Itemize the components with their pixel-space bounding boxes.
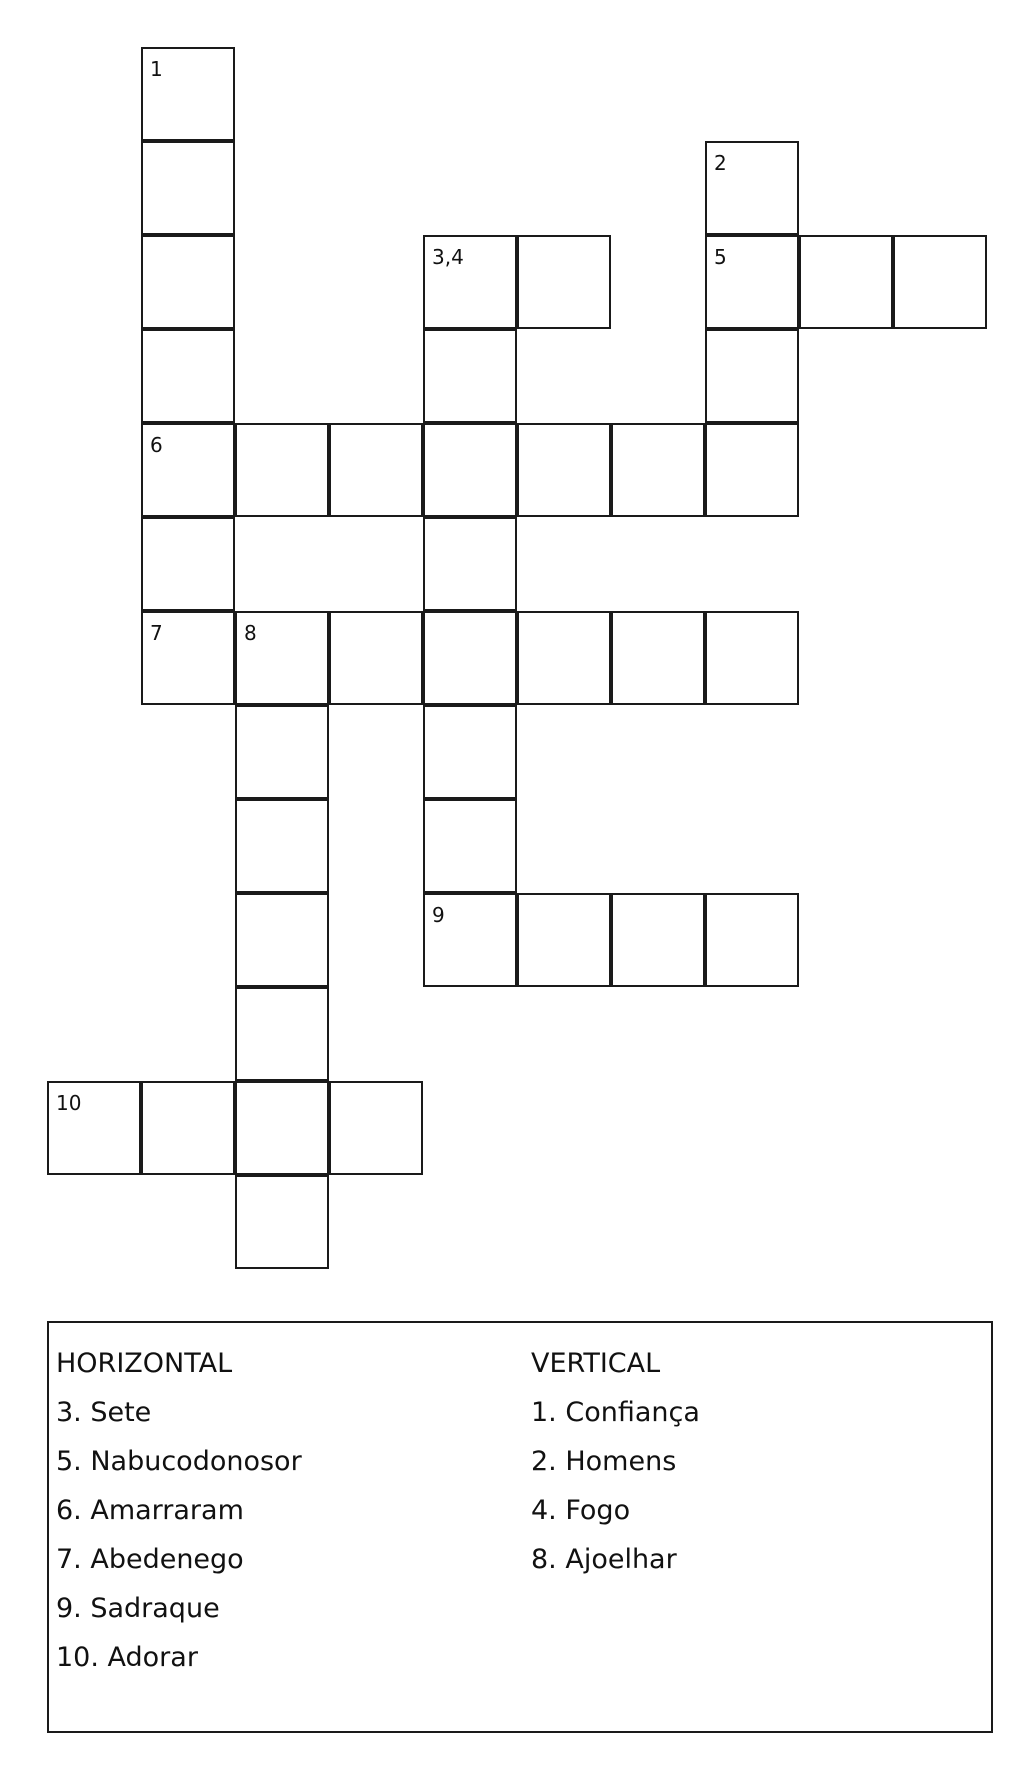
crossword-cell[interactable] xyxy=(141,141,235,235)
clue-7-across: 7. Abedenego xyxy=(56,1544,244,1575)
crossword-cell[interactable] xyxy=(141,1081,235,1175)
clue-number: 5 xyxy=(714,245,727,269)
horizontal-heading: HORIZONTAL xyxy=(56,1348,233,1379)
crossword-cell[interactable] xyxy=(329,611,423,705)
horizontal-clues xyxy=(56,1339,302,1682)
crossword-cell[interactable] xyxy=(423,329,517,423)
crossword-cell[interactable] xyxy=(799,235,893,329)
crossword-cell[interactable] xyxy=(517,611,611,705)
clue-8-down: 8. Ajoelhar xyxy=(531,1544,677,1575)
crossword-cell[interactable] xyxy=(893,235,987,329)
crossword-cell[interactable] xyxy=(235,893,329,987)
crossword-cell[interactable] xyxy=(235,705,329,799)
crossword-cell[interactable] xyxy=(423,517,517,611)
crossword-cell[interactable] xyxy=(611,611,705,705)
clue-number: 9 xyxy=(432,903,445,927)
crossword-cell[interactable] xyxy=(235,611,329,705)
crossword-cell[interactable] xyxy=(235,987,329,1081)
crossword-cell[interactable] xyxy=(141,47,235,141)
clue-number: 2 xyxy=(714,151,727,175)
crossword-cell[interactable] xyxy=(141,235,235,329)
crossword-cell[interactable] xyxy=(705,141,799,235)
crossword-cell[interactable] xyxy=(611,893,705,987)
crossword-cell[interactable] xyxy=(517,235,611,329)
crossword-cell[interactable] xyxy=(423,799,517,893)
crossword-cell[interactable] xyxy=(47,1081,141,1175)
crossword-cell[interactable] xyxy=(423,611,517,705)
crossword-cell[interactable] xyxy=(705,893,799,987)
crossword-cell[interactable] xyxy=(611,423,705,517)
clue-5-across: 5. Nabucodonosor xyxy=(56,1446,302,1477)
clue-2-down: 2. Homens xyxy=(531,1446,677,1477)
crossword-cell[interactable] xyxy=(423,705,517,799)
clue-number: 7 xyxy=(150,621,163,645)
clue-1-down: 1. Confiança xyxy=(531,1397,700,1428)
clue-9-across: 9. Sadraque xyxy=(56,1593,220,1624)
clue-number: 10 xyxy=(56,1091,82,1115)
crossword-cell[interactable] xyxy=(141,423,235,517)
crossword-cell[interactable] xyxy=(235,799,329,893)
vertical-clues xyxy=(531,1339,700,1584)
clue-number: 1 xyxy=(150,57,163,81)
clues-box xyxy=(47,1321,993,1733)
crossword-cell[interactable] xyxy=(705,329,799,423)
crossword-cell[interactable] xyxy=(423,423,517,517)
vertical-heading: VERTICAL xyxy=(531,1348,661,1379)
crossword-cell[interactable] xyxy=(235,423,329,517)
crossword-cell[interactable] xyxy=(517,423,611,517)
crossword-cell[interactable] xyxy=(141,611,235,705)
clue-number: 6 xyxy=(150,433,163,457)
clue-number: 3,4 xyxy=(432,245,464,269)
crossword-cell[interactable] xyxy=(235,1081,329,1175)
crossword-cell[interactable] xyxy=(423,235,517,329)
crossword-cell[interactable] xyxy=(235,1175,329,1269)
crossword-cell[interactable] xyxy=(705,423,799,517)
clue-number: 8 xyxy=(244,621,257,645)
clue-4-down: 4. Fogo xyxy=(531,1495,631,1526)
clue-3-across: 3. Sete xyxy=(56,1397,152,1428)
crossword-cell[interactable] xyxy=(329,423,423,517)
crossword-cell[interactable] xyxy=(517,893,611,987)
crossword-cell[interactable] xyxy=(141,329,235,423)
crossword-cell[interactable] xyxy=(705,611,799,705)
clue-6-across: 6. Amarraram xyxy=(56,1495,244,1526)
clue-10-across: 10. Adorar xyxy=(56,1642,198,1673)
crossword-cell[interactable] xyxy=(329,1081,423,1175)
crossword-cell[interactable] xyxy=(141,517,235,611)
crossword-cell[interactable] xyxy=(705,235,799,329)
crossword-cell[interactable] xyxy=(423,893,517,987)
